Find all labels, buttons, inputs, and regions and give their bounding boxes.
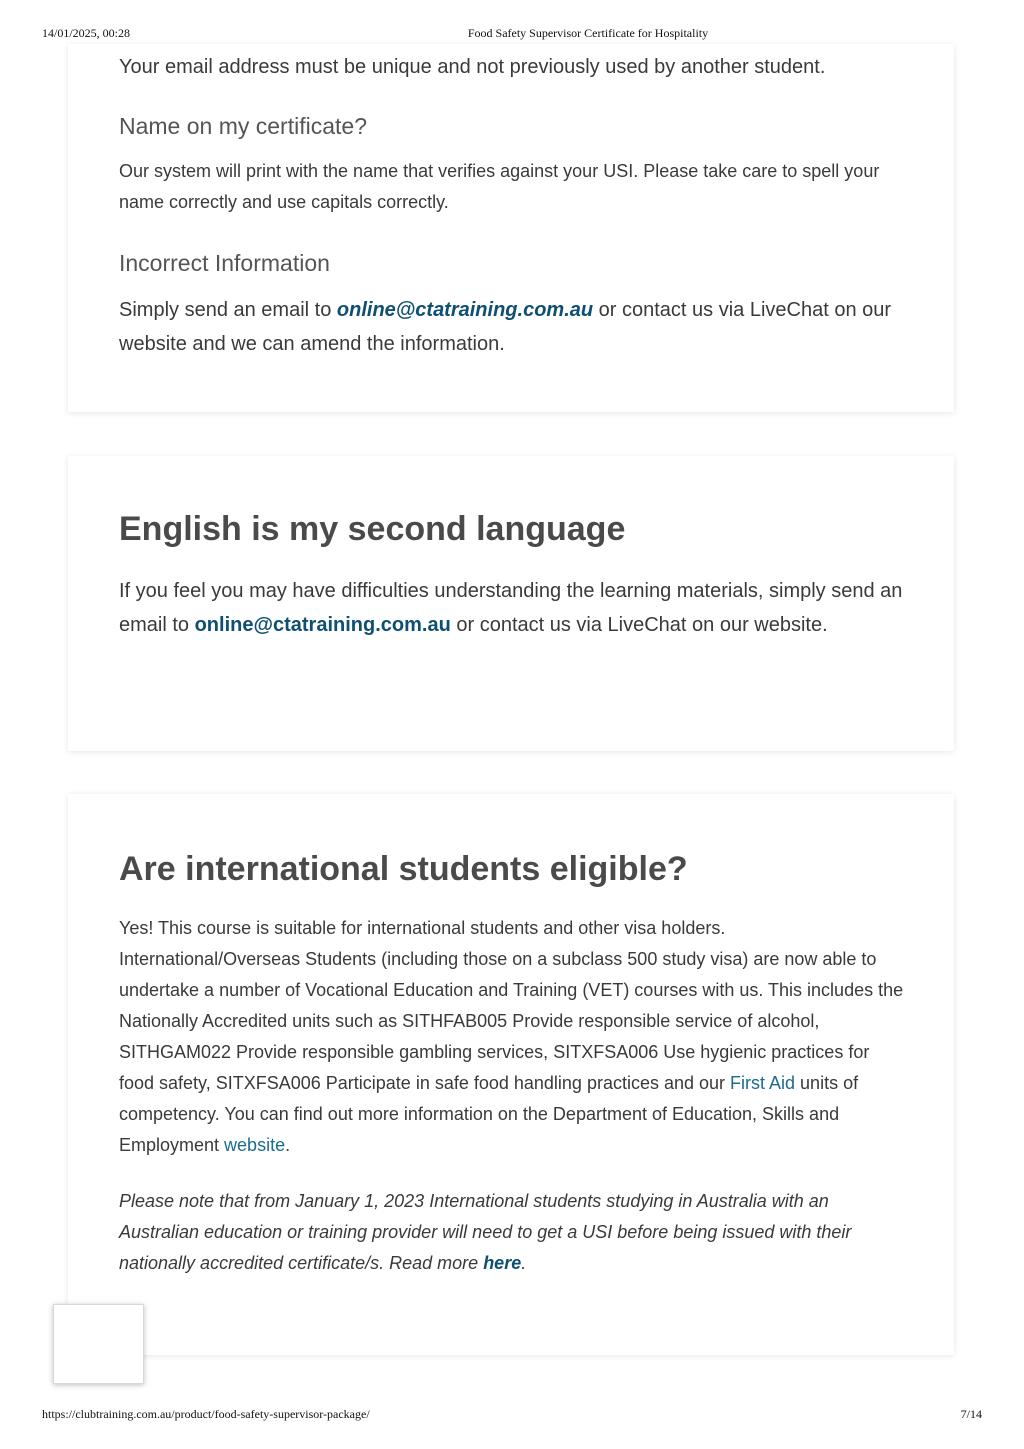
read-more-here-link[interactable]: here — [483, 1253, 522, 1273]
english-text-start: If you feel you may have difficulties understanding the learning materials, simply send an email to — [119, 580, 903, 636]
international-students-text — [119, 913, 904, 1161]
english-second-language-heading: English is my second language — [119, 510, 626, 548]
usi-note-text: Please note that from January 1, 2023 International students studying in Australia with an Australian education or training provider will need to get a USI before being issued with their nationally accredited certificate/s. Read more — [119, 1191, 852, 1273]
international-students-heading: Are international students eligible? — [119, 850, 688, 888]
english-text-end: or contact us via LiveChat on our website. — [450, 614, 828, 636]
usi-info-card — [68, 44, 954, 412]
print-page-number: 7/14 — [960, 1407, 982, 1421]
international-text-middle: units of competency. You can find out more information on the Department of Education, Skills and Employment — [119, 1073, 859, 1155]
email-link[interactable]: online@ctatraining.com.au — [336, 299, 594, 321]
name-on-certificate-heading: Name on my certificate? — [119, 113, 367, 139]
recaptcha-badge[interactable] — [53, 1304, 144, 1384]
international-text-start: Yes! This course is suitable for international students and other visa holders. International/Overseas Students (including those on a subclass 500 study visa) are now able to undertake a number of Vocational Education and Training (VET) courses with us. This includes the Nationally Accredited units such as SITHFAB005 Provide responsible service of alcohol, SITHGAM022 Provide responsible gambling services, SITXFSA006 Use hygienic practices for food safety, SITXFSA006 Participate in safe food handling practices and our — [119, 918, 904, 1093]
email-link[interactable]: online@ctatraining.com.au — [194, 614, 451, 636]
print-url: https://clubtraining.com.au/product/food-safety-supervisor-package/ — [42, 1407, 370, 1421]
english-second-language-card — [68, 456, 954, 751]
incorrect-information-text — [119, 293, 904, 361]
name-on-certificate-text: Our system will print with the name that verifies against your USI. Please take care to spell your name correctly and use capitals correctly. — [119, 161, 880, 212]
english-second-language-text — [119, 574, 904, 642]
incorrect-info-text-start: Simply send an email to — [119, 299, 337, 321]
incorrect-information-heading: Incorrect Information — [119, 250, 330, 276]
first-aid-link[interactable]: First Aid — [730, 1073, 796, 1093]
usi-requirement-note — [119, 1186, 904, 1279]
website-link[interactable]: website — [224, 1135, 286, 1155]
print-title: Food Safety Supervisor Certificate for Hospitality — [467, 26, 709, 40]
usi-note-end: . — [521, 1253, 527, 1273]
international-text-end: . — [285, 1135, 291, 1155]
print-header — [0, 26, 1024, 44]
email-unique-note: Your email address must be unique and not previously used by another student. — [119, 56, 826, 78]
international-students-card — [68, 794, 954, 1355]
print-datetime: 14/01/2025, 00:28 — [42, 26, 131, 40]
incorrect-info-text-end: or contact us via LiveChat on our website and we can amend the information. — [119, 299, 892, 355]
print-footer — [0, 1407, 1024, 1425]
